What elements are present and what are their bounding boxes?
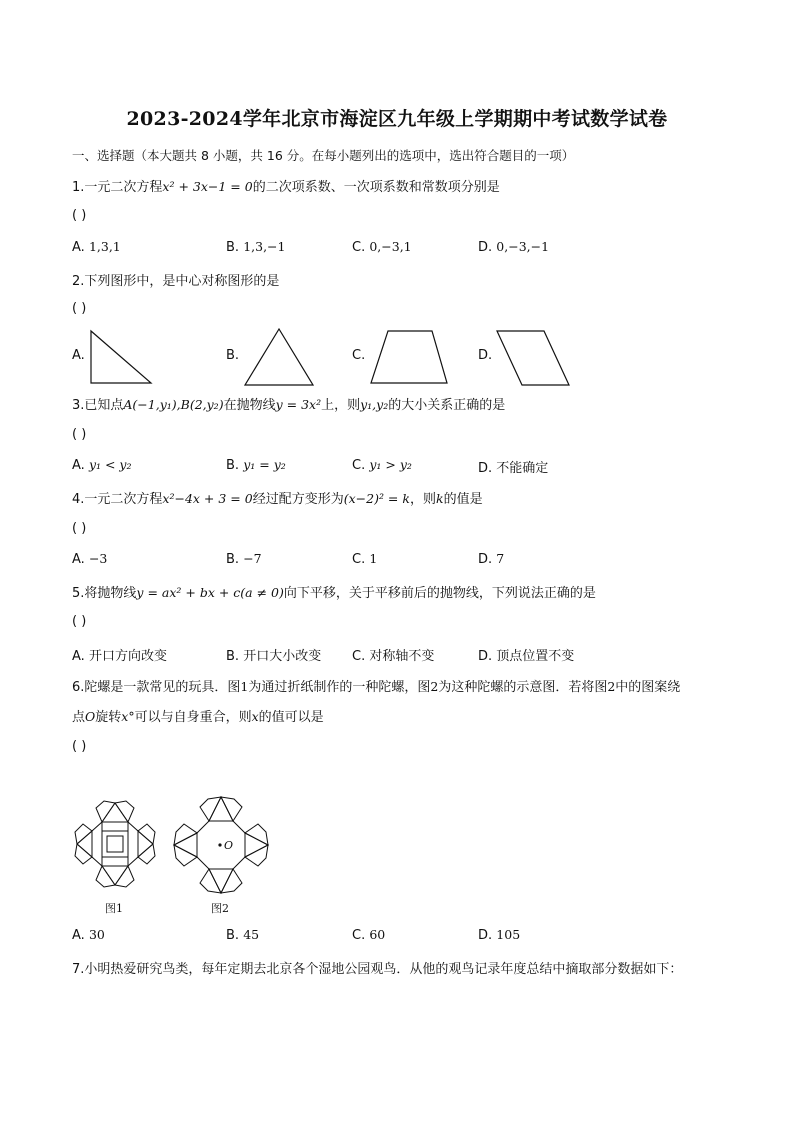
q6-option-c[interactable]: [352, 927, 385, 943]
option-letter: C.: [352, 649, 366, 664]
option-value: 对称轴不变: [369, 649, 435, 664]
trapezoid-figure: [370, 330, 448, 384]
option-letter: A.: [72, 348, 85, 363]
option-value: −3: [88, 551, 108, 566]
q6-text-g: 可以与自身重合，则: [134, 710, 252, 725]
option-value: 开口方向改变: [88, 649, 167, 664]
option-value: 顶点位置不变: [496, 649, 575, 664]
option-value: 105: [496, 927, 521, 942]
q6-text-e: 点: [72, 710, 86, 725]
q3-prefix: 3.已知点: [72, 398, 124, 413]
q4-mid: 经过配方变形为: [252, 492, 344, 507]
q3-option-a[interactable]: [72, 457, 132, 473]
q2-option-b[interactable]: [226, 348, 239, 363]
q4-suffix: 的值是: [443, 492, 483, 507]
option-letter: D.: [478, 348, 493, 363]
question-3: [72, 394, 505, 413]
question-7: 7.小明热爱研究鸟类，每年定期去北京各个湿地公园观鸟．从他的观鸟记录年度总结中摘取部分数据如下：: [72, 962, 683, 977]
q3-suffix: 的大小关系正确的是: [388, 398, 506, 413]
q4-answer-paren: ( ): [72, 521, 87, 536]
option-value: 1: [369, 551, 378, 566]
q5-equation: y = ax² + bx + c(a ≠ 0): [136, 585, 284, 600]
q1-prefix: 1.一元二次方程: [72, 180, 163, 195]
q3-equation: y = 3x²: [275, 397, 322, 412]
option-letter: D.: [478, 240, 493, 255]
q4-prefix: 4.一元二次方程: [72, 492, 163, 507]
q6-fig-number: 2: [430, 679, 439, 694]
option-letter: D.: [478, 649, 493, 664]
q5-option-c[interactable]: [352, 645, 434, 664]
option-value: 不能确定: [496, 461, 549, 476]
q6-text-d: 中的图案绕: [615, 680, 681, 695]
q3-points: A(−1,y₁),B(2,y₂): [123, 397, 224, 412]
question-1: [72, 176, 500, 195]
option-letter: C.: [352, 240, 366, 255]
q4-var: k: [435, 491, 444, 506]
q6-option-a[interactable]: [72, 927, 105, 943]
figure-2-caption: 图2: [211, 902, 229, 915]
question-4: [72, 488, 483, 507]
question-5: [72, 582, 596, 601]
option-letter: D.: [478, 461, 493, 476]
q2-option-a[interactable]: [72, 348, 85, 363]
q1-option-a[interactable]: [72, 239, 121, 255]
option-letter: A.: [72, 928, 85, 943]
q4-form: (x−2)² = k: [343, 491, 410, 506]
option-value: 0,−3,−1: [496, 239, 550, 254]
q6-text-f: 旋转: [95, 710, 122, 725]
page-title: 2023-2024学年北京市海淀区九年级上学期期中考试数学试卷: [126, 108, 668, 130]
q5-suffix: 向下平移，关于平移前后的抛物线，下列说法正确的是: [283, 586, 596, 601]
option-letter: A.: [72, 649, 85, 664]
option-letter: B.: [226, 240, 240, 255]
option-value: 开口大小改变: [243, 649, 322, 664]
option-letter: C.: [352, 458, 366, 473]
option-value: 1,3,−1: [243, 239, 286, 254]
option-value: 60: [369, 927, 386, 942]
parallelogram-figure: [496, 330, 570, 386]
point-o-label: O: [224, 839, 234, 852]
spinning-top-figure-2: [172, 795, 270, 895]
q1-equation: x² + 3x−1 = 0: [162, 179, 253, 194]
q1-answer-paren: ( ): [72, 208, 87, 223]
q5-answer-paren: ( ): [72, 614, 87, 629]
q3-option-d[interactable]: [478, 457, 548, 476]
q3-answer-paren: ( ): [72, 427, 87, 442]
option-letter: C.: [352, 552, 366, 567]
q6-angle: x°: [121, 709, 135, 724]
q2-option-d[interactable]: [478, 348, 492, 363]
q3-mid2: 上，则: [321, 398, 361, 413]
option-value: y₁ > y₂: [369, 457, 412, 472]
q6-option-b[interactable]: [226, 927, 259, 943]
option-letter: B.: [226, 552, 240, 567]
option-value: 7: [496, 551, 505, 566]
q4-option-b[interactable]: [226, 551, 262, 567]
question-2: 2.下列图形中，是中心对称图形的是: [72, 274, 280, 289]
q6-text-a: 6.陀螺是一款常见的玩具．图: [72, 680, 241, 695]
option-letter: A.: [72, 552, 85, 567]
figure-1-caption: 图1: [105, 902, 123, 915]
q3-mid: 在抛物线: [223, 398, 276, 413]
q4-mid2: ，则: [409, 492, 436, 507]
option-letter: B.: [226, 458, 240, 473]
option-letter: A.: [72, 458, 85, 473]
q6-text-c: 为这种陀螺的示意图．若将图: [438, 680, 608, 695]
q6-var: x: [251, 709, 259, 724]
question-6-line-2: [72, 706, 324, 725]
option-letter: C.: [352, 928, 366, 943]
option-letter: D.: [478, 552, 493, 567]
q3-option-c[interactable]: [352, 457, 412, 473]
q2-option-c[interactable]: [352, 348, 365, 363]
option-letter: D.: [478, 928, 493, 943]
question-6-line-1: [72, 676, 680, 695]
q1-option-d[interactable]: [478, 239, 549, 255]
q4-equation: x²−4x + 3 = 0: [162, 491, 253, 506]
q5-prefix: 5.将抛物线: [72, 586, 137, 601]
q6-fig-number: 2: [607, 679, 616, 694]
q5-option-b[interactable]: [226, 645, 321, 664]
option-value: 1,3,1: [88, 239, 121, 254]
q1-suffix: 的二次项系数、一次项系数和常数项分别是: [252, 180, 500, 195]
q3-option-b[interactable]: [226, 457, 286, 473]
q1-option-c[interactable]: [352, 239, 412, 255]
q6-text-b: 为通过折纸制作的一种陀螺，图: [248, 680, 431, 695]
option-value: y₁ = y₂: [243, 457, 286, 472]
q6-option-d[interactable]: [478, 927, 520, 943]
option-letter: B.: [226, 928, 240, 943]
option-letter: B.: [226, 649, 240, 664]
q4-option-a[interactable]: [72, 551, 107, 567]
q6-point: O: [85, 709, 96, 724]
q6-text-h: 的值可以是: [258, 710, 324, 725]
option-value: y₁ < y₂: [88, 457, 132, 472]
q4-option-d[interactable]: [478, 551, 504, 567]
q6-fig-number: 1: [240, 679, 249, 694]
option-letter: A.: [72, 240, 85, 255]
spinning-top-figure-1: [74, 800, 156, 890]
section-header: 一、选择题（本大题共 8 小题，共 16 分。在每小题列出的选项中，选出符合题目的一项）: [72, 148, 575, 163]
option-letter: B.: [226, 348, 240, 363]
option-letter: C.: [352, 348, 366, 363]
equilateral-triangle-figure: [244, 328, 314, 386]
center-point-o: [218, 843, 221, 846]
option-value: 45: [243, 927, 260, 942]
option-value: 0,−3,1: [369, 239, 412, 254]
q4-option-c[interactable]: [352, 551, 377, 567]
right-triangle-figure: [90, 330, 152, 384]
q1-option-b[interactable]: [226, 239, 285, 255]
q2-answer-paren: ( ): [72, 301, 87, 316]
q6-answer-paren: ( ): [72, 739, 87, 754]
q3-vars: y₁,y₂: [360, 397, 389, 412]
option-value: −7: [243, 551, 262, 566]
q5-option-d[interactable]: [478, 645, 574, 664]
q5-option-a[interactable]: [72, 645, 167, 664]
option-value: 30: [88, 927, 105, 942]
